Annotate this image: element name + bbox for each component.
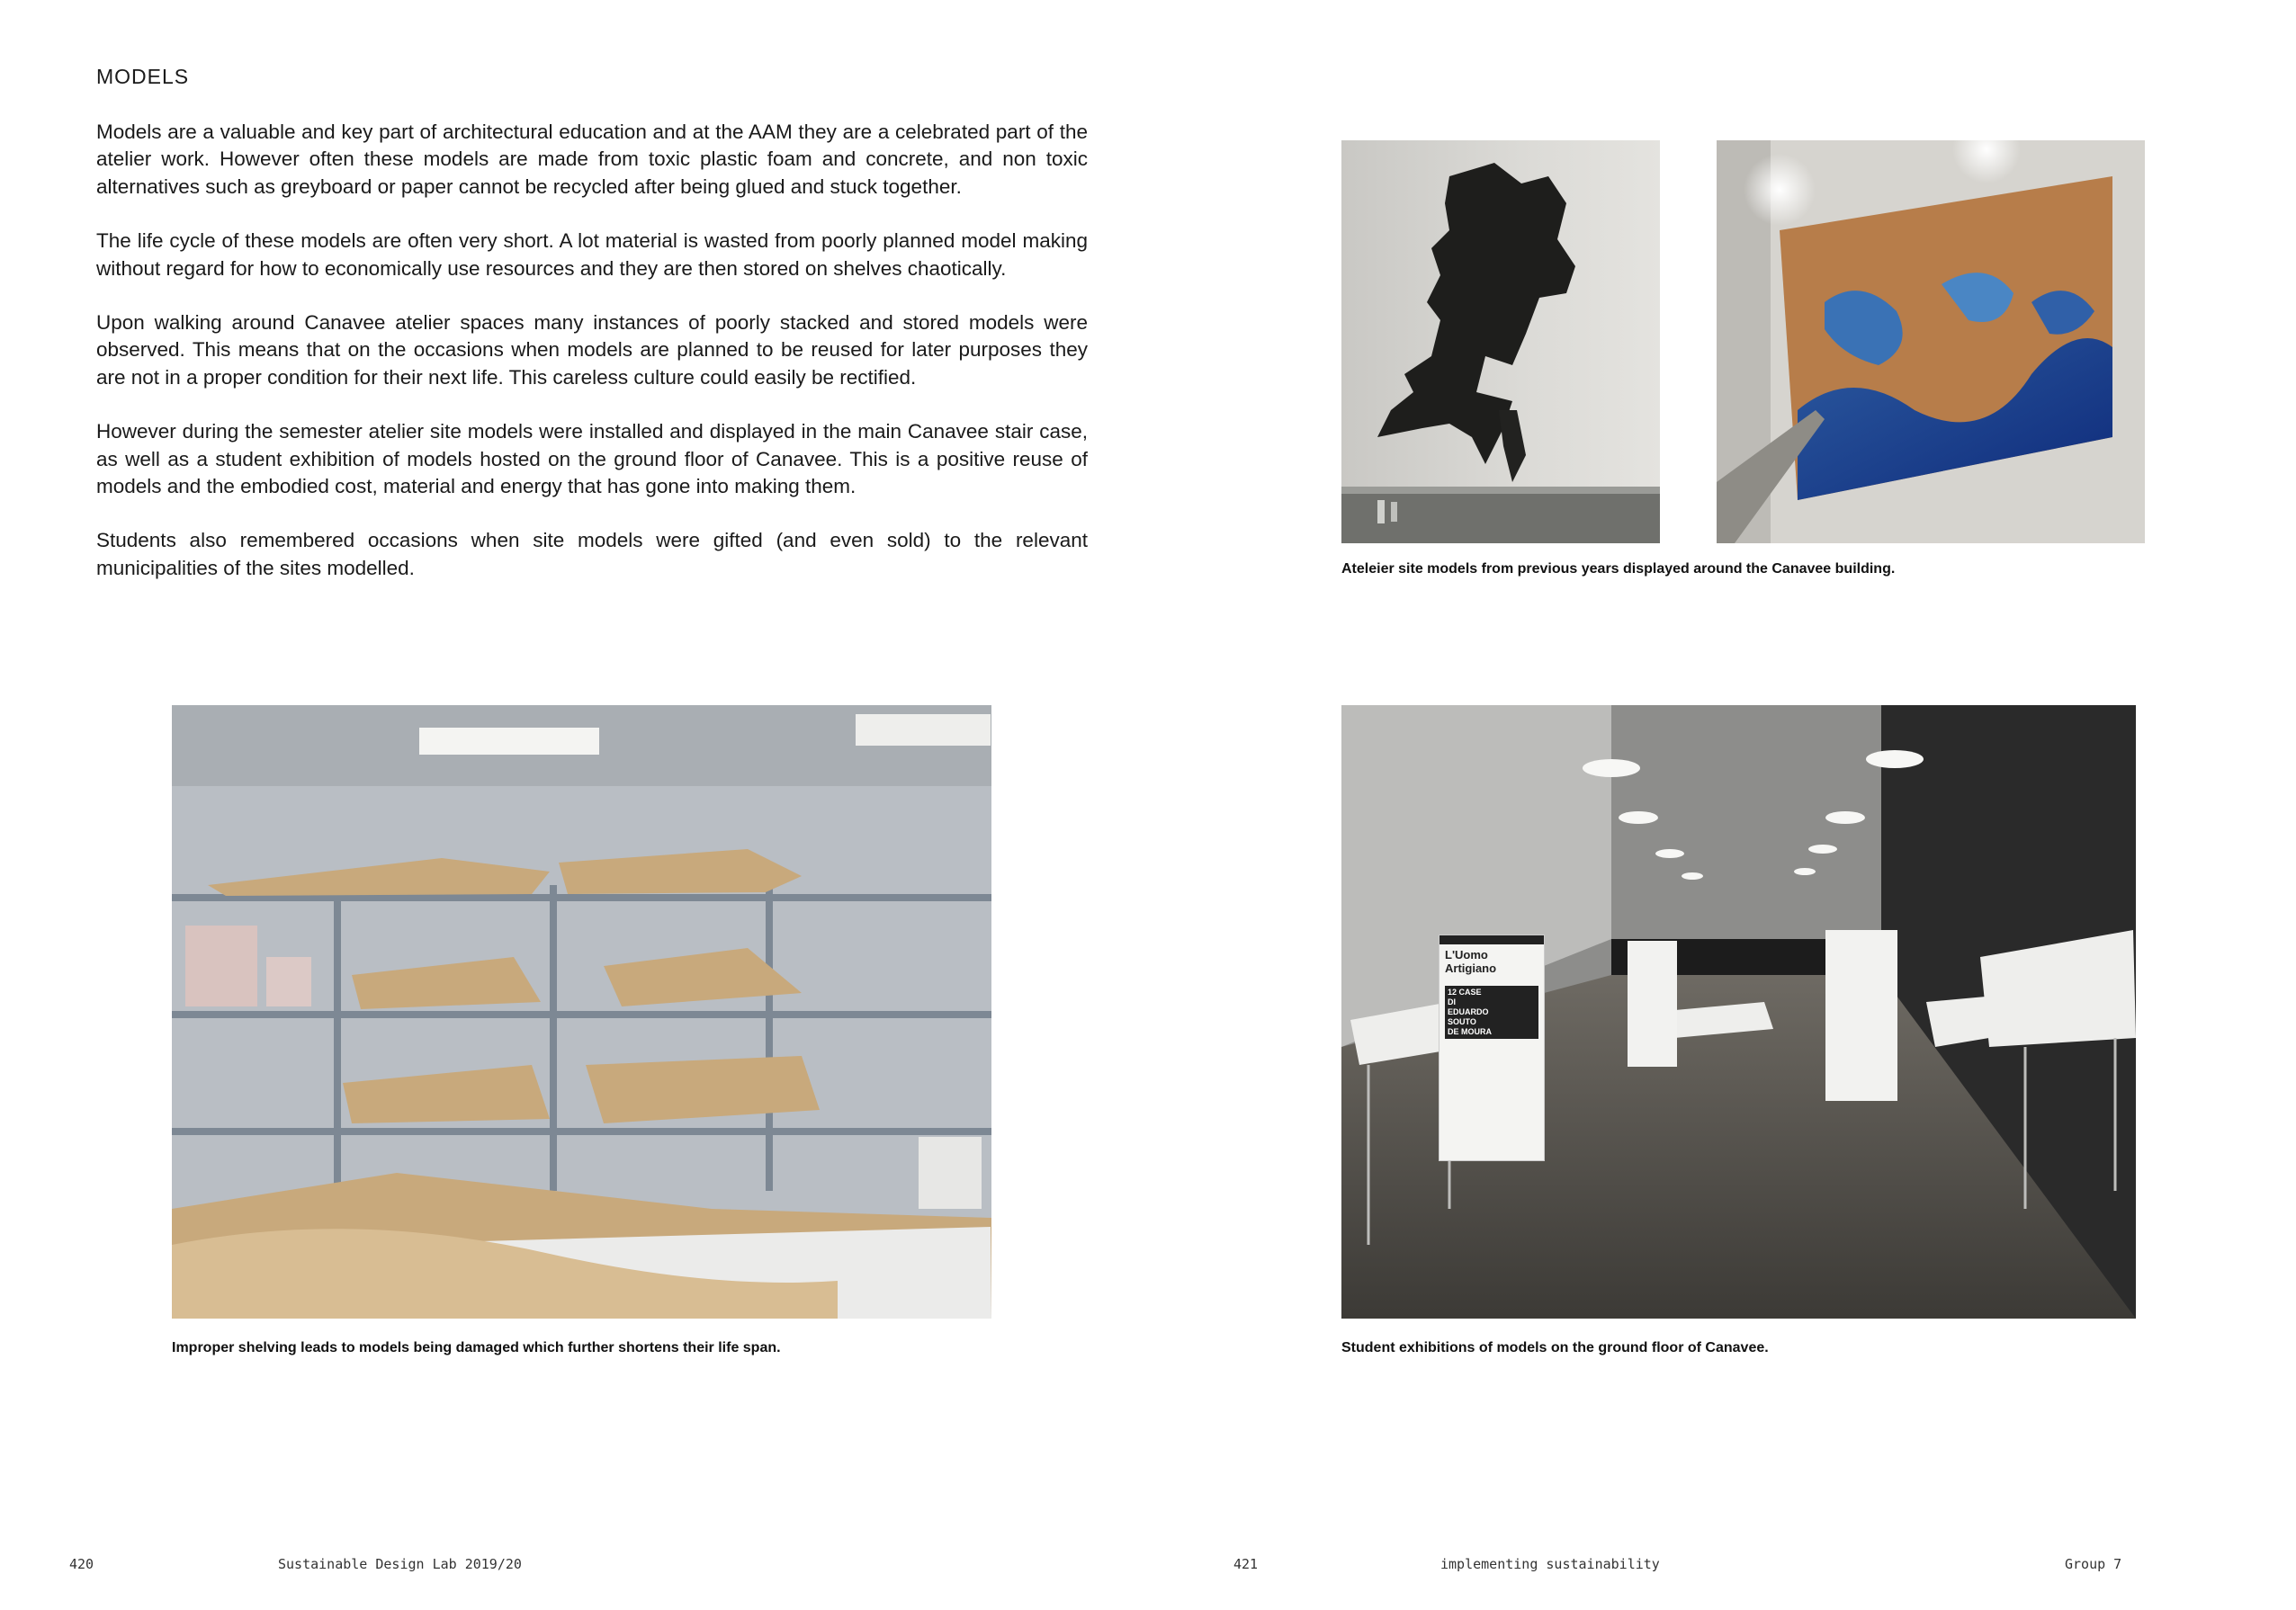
footer-right-title: implementing sustainability (1440, 1556, 1660, 1572)
footer-right-page-number: 421 (1233, 1556, 1259, 1572)
photo-shelving (172, 705, 991, 1319)
photo-satellite-map (1717, 140, 2145, 543)
poster-title-line1: L'Uomo (1445, 948, 1488, 962)
caption-shelving: Improper shelving leads to models being damaged which further shortens their life span. (172, 1340, 781, 1355)
footer-left-title: Sustainable Design Lab 2019/20 (278, 1556, 522, 1572)
poster-line1: 12 CASE (1448, 988, 1482, 997)
footer-left-page-number: 420 (69, 1556, 94, 1572)
footer-group: Group 7 (2065, 1556, 2122, 1572)
photo-exhibition (1341, 705, 2136, 1319)
poster-line4: SOUTO (1448, 1017, 1476, 1026)
paragraph-1: Models are a valuable and key part of architectural education and at the AAM they are a celebrated part of the atelier work. However often these models are made from toxic plastic foam and concrete, and non toxic alternatives such as greyboard or paper cannot be recycled after being glued and stuck together. (96, 121, 1088, 198)
caption-exhibition: Student exhibitions of models on the ground floor of Canavee. (1341, 1340, 1769, 1355)
paragraph-4: However during the semester atelier site models were installed and displayed in the main Canavee stair case, as well as a student exhibition of models hosted on the ground floor of Canavee. This is a positive reuse of models and the embodied cost, material and energy that has gone into making them. (96, 420, 1088, 498)
poster-title-line2: Artigiano (1445, 962, 1497, 975)
poster-line3: EDUARDO (1448, 1007, 1489, 1016)
paragraph-5: Students also remembered occasions when site models were gifted (and even sold) to the relevant municipalities of the sites modelled. (96, 529, 1088, 579)
poster-line2: DI (1448, 997, 1456, 1006)
section-heading: MODELS (96, 65, 190, 88)
body-text (96, 119, 1088, 609)
photo-black-site-model (1341, 140, 1660, 543)
exhibition-poster (1439, 935, 1545, 1161)
paragraph-3: Upon walking around Canavee atelier spaces many instances of poorly stacked and stored models were observed. This means that on the occasions when models are planned to be reused for later purposes they are not in a proper condition for their next life. This careless culture could easily be rectified. (96, 311, 1088, 389)
caption-site-models: Ateleier site models from previous years displayed around the Canavee building. (1341, 561, 1896, 577)
poster-line5: DE MOURA (1448, 1027, 1492, 1036)
paragraph-2: The life cycle of these models are often very short. A lot material is wasted from poorly planned model making without regard for how to economically use resources and they are then stored on shelves chaotically. (96, 229, 1088, 280)
